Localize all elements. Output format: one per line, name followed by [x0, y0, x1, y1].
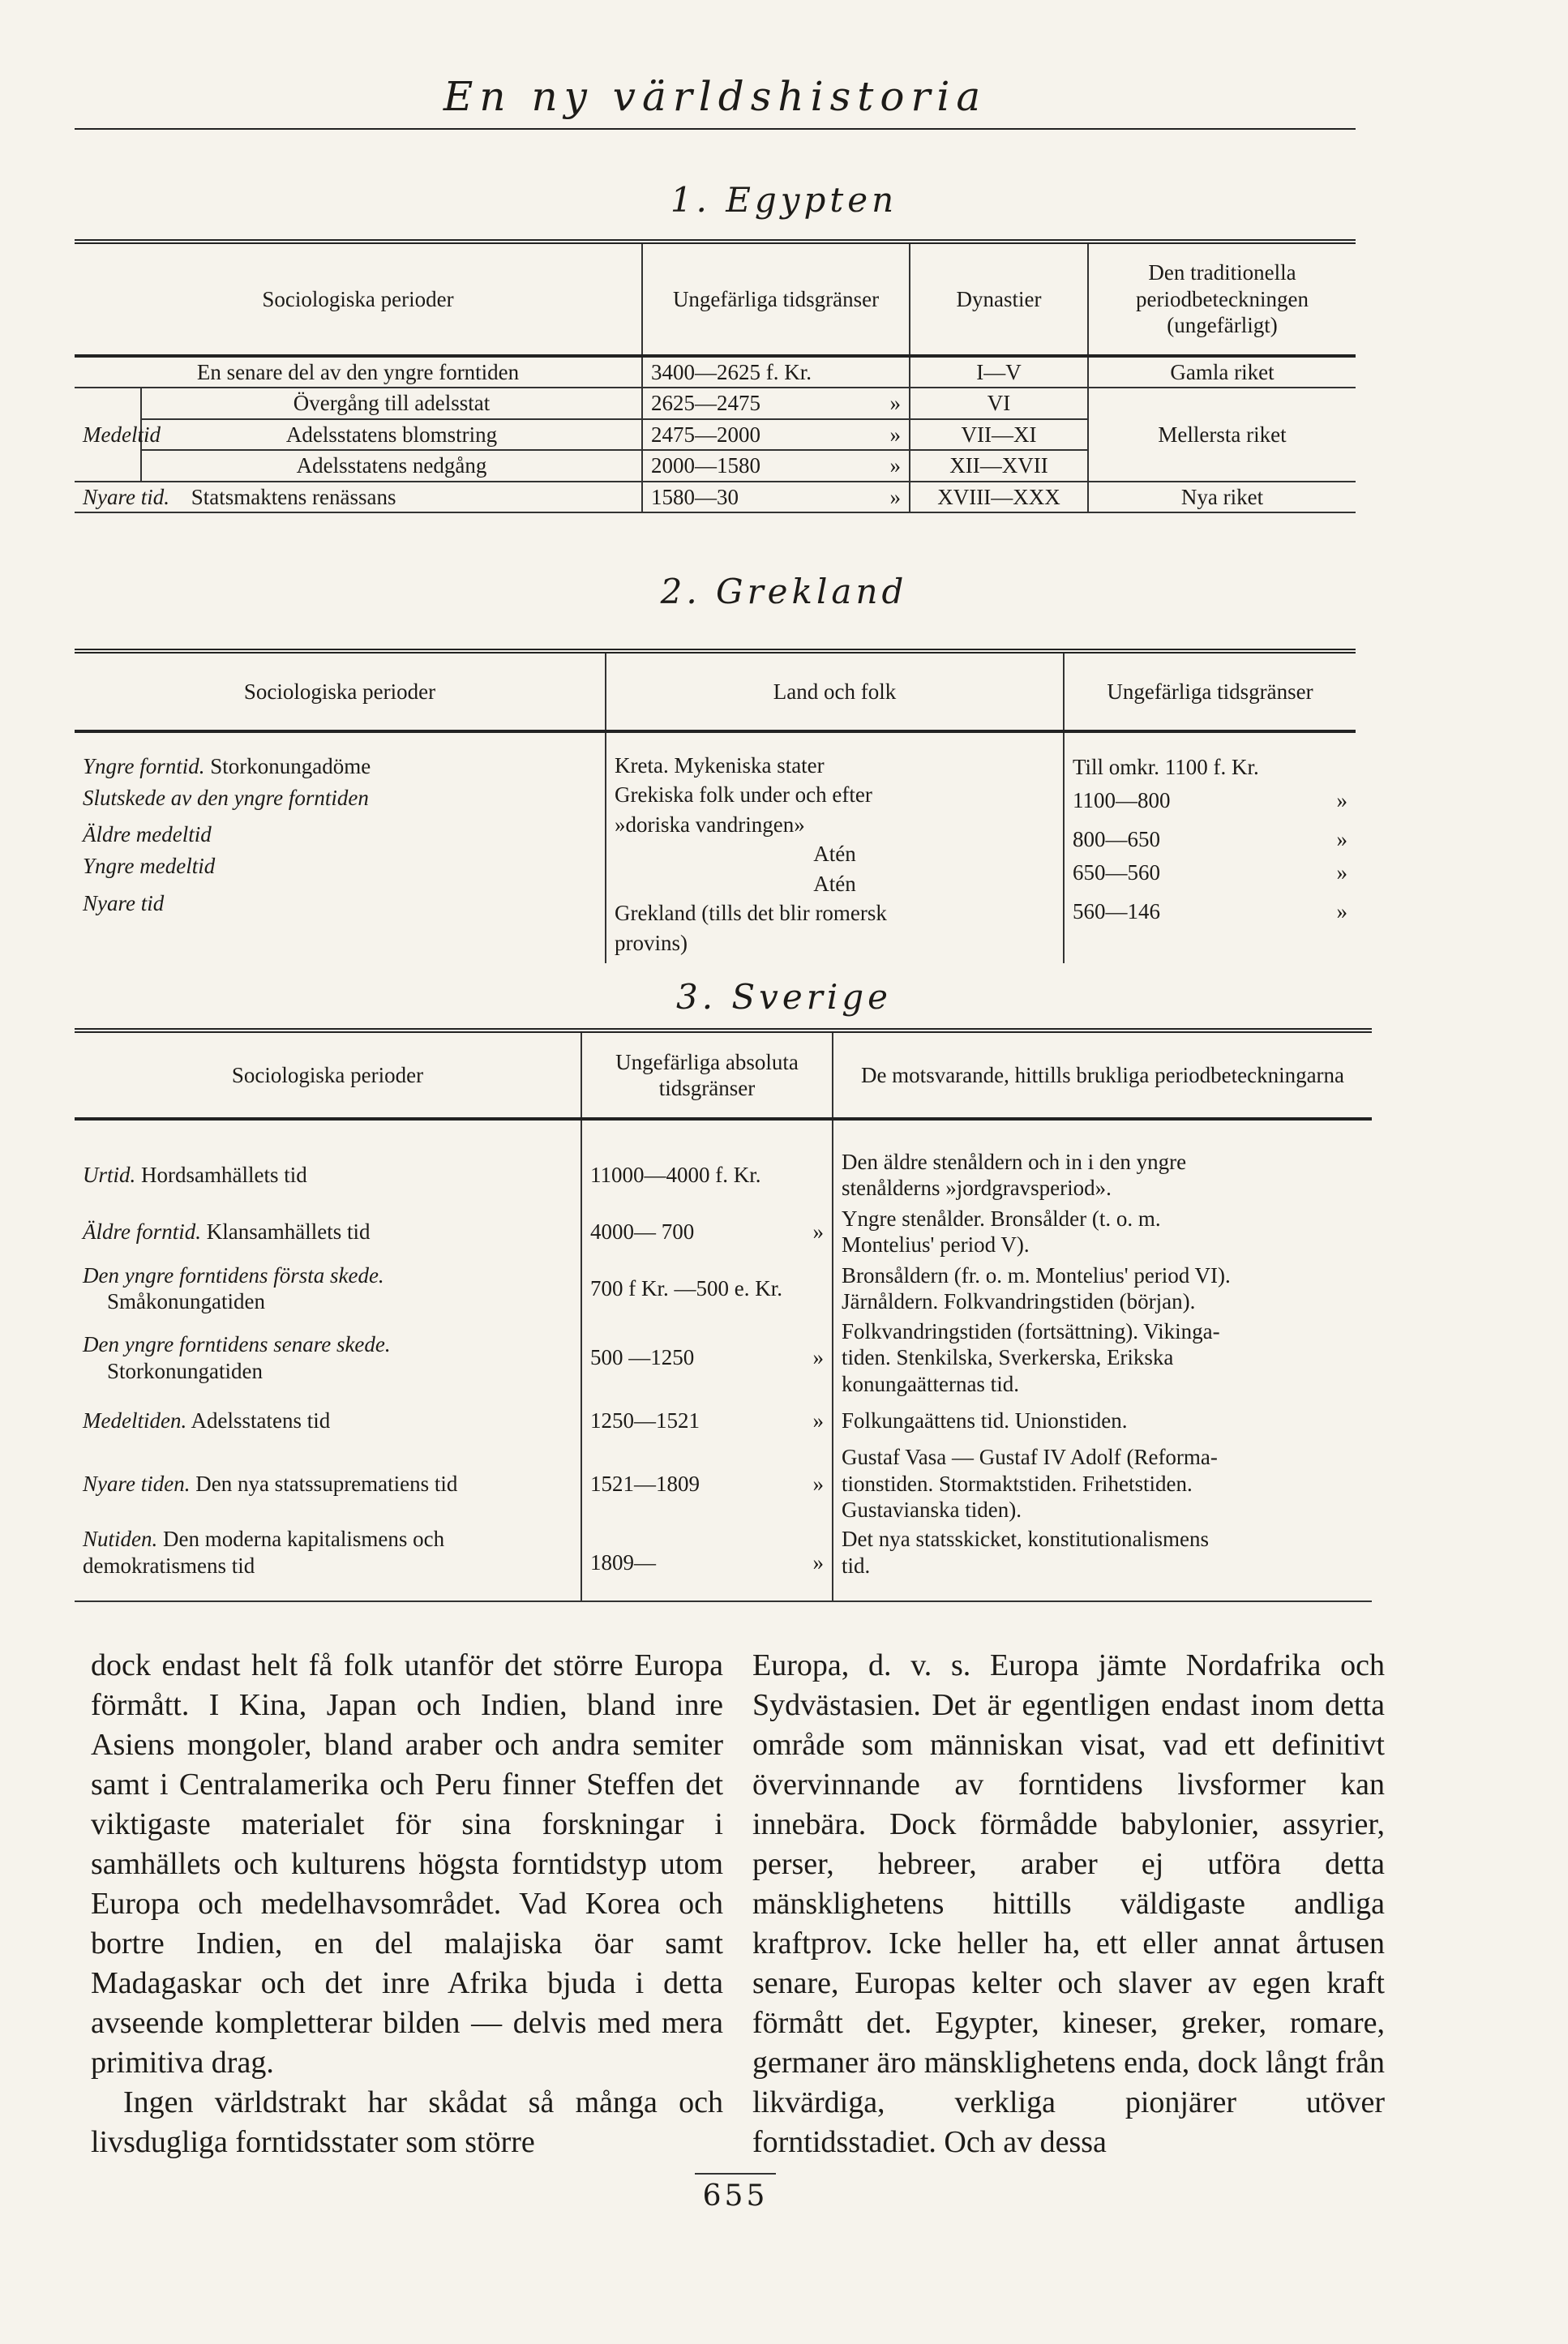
- body-paragraph: dock endast helt få folk utanför det större Europa förmått. I Kina, Japan och Indien, bland inre Asiens mongoler, bland araber och andra semiter samt i Centralamerika och Peru finner Steffen det viktigaste materialet för sina forskningar i samhällets och kulturens högsta forntidstyp utom Europa och medelhavsområdet. Vad Korea och bortre Indien, en del malajiska öar samt Madagaskar och det inre Afrika bjuda i detta avseende kompletterar bilden — delvis med mera primitiva drag.: [91, 1648, 723, 2080]
- greece-land-item: »doriska vandringen»: [615, 812, 805, 837]
- body-paragraph: Europa, d. v. s. Europa jämte Nordafrika och Sydvästasien. Det är egentligen endast inom detta område som människan visat, vad ett definitivt övervinnande av forntidens livsformer kan innebära. Dock förmådde babylonier, assyrier, perser, hebreer, araber ej utföra detta mänsklighetens hittills väldigaste andliga kraftprov. Icke heller ha, ett eller annat årtusen senare, Europas kelter och slaver av egen kraft förmått det. Egypter, kineser, greker, romare, germaner äro mänsklighetens enda, dock långt från likvärdiga, verkliga pionjärer utöver forntidsstadiet. Och av dessa: [752, 1648, 1385, 2159]
- egypt-row-dynasty: VII—XI: [910, 419, 1088, 450]
- sweden-header-periods: Sociologiska perioder: [75, 1031, 581, 1119]
- egypt-header-time: Ungefärliga tidsgränser: [642, 242, 910, 356]
- ditto-mark: »: [889, 422, 902, 447]
- sweden-row: [75, 1146, 1372, 1203]
- sweden-name-line: Järnåldern. Folkvandringstiden (början).: [842, 1289, 1196, 1313]
- ditto-mark: »: [889, 453, 902, 478]
- egypt-row-traditional: Gamla riket: [1170, 360, 1275, 384]
- sweden-name-line: Gustavianska tiden).: [842, 1497, 1022, 1522]
- sweden-period-text: Småkonungatiden: [107, 1289, 265, 1313]
- egypt-row-time: 1580—30: [651, 484, 739, 509]
- sweden-name-line: Folkungaättens tid. Unionstiden.: [842, 1408, 1128, 1433]
- ditto-mark: »: [1336, 899, 1347, 923]
- sweden-name-line: tionstiden. Stormaktstiden. Frihetstiden.: [842, 1471, 1193, 1496]
- greece-period-text: Storkonungadöme: [210, 754, 371, 778]
- greece-table: [75, 649, 1356, 963]
- sweden-period-text: Den nya statssuprematiens tid: [195, 1471, 458, 1496]
- egypt-header-periods: Sociologiska perioder: [75, 242, 642, 356]
- ditto-mark: »: [812, 1550, 824, 1575]
- greece-time: 800—650: [1073, 827, 1160, 851]
- greece-header-time: Ungefärliga tidsgränser: [1107, 679, 1313, 704]
- sweden-period-text: Den moderna kapitalismens och demokratismens tid: [83, 1527, 445, 1578]
- greece-land-item: Atén: [813, 871, 856, 896]
- egypt-row-time: 2475—2000: [651, 422, 761, 447]
- egypt-medeltid-label: Medeltid: [75, 388, 141, 481]
- sweden-table: [75, 1028, 1372, 1602]
- sweden-header-time: Ungefärliga absoluta tidsgränser: [581, 1031, 833, 1119]
- ditto-mark: »: [812, 1408, 824, 1433]
- sweden-name-line: Folkvandringstiden (fortsättning). Vikinga-: [842, 1319, 1220, 1343]
- egypt-table: [75, 239, 1356, 513]
- sweden-period-text: Klansamhällets tid: [206, 1219, 371, 1244]
- egypt-row-period: Statsmaktens renässans: [191, 484, 396, 509]
- sweden-name-line: tiden. Stenkilska, Sverkerska, Erikska: [842, 1345, 1174, 1370]
- greece-time: Till omkr. 1100 f. Kr.: [1073, 755, 1259, 779]
- egypt-row-period: Adelsstatens blomstring: [141, 419, 642, 450]
- ditto-mark: »: [889, 391, 902, 416]
- sweden-name-line: stenålderns »jordgravsperiod».: [842, 1176, 1112, 1200]
- sweden-name-line: Bronsåldern (fr. o. m. Montelius' period VI).: [842, 1262, 1231, 1288]
- greece-land-item: Atén: [813, 842, 856, 867]
- ditto-mark: »: [812, 1471, 824, 1496]
- ditto-mark: »: [1336, 787, 1347, 812]
- sweden-period-text: Hordsamhällets tid: [141, 1162, 307, 1187]
- sweden-time: 1521—1809: [590, 1471, 700, 1496]
- sweden-row: [75, 1260, 1372, 1317]
- egypt-row-time: 3400—2625 f. Kr.: [642, 356, 910, 388]
- egypt-mellersta-riket: Mellersta riket: [1088, 388, 1356, 481]
- sweden-row: [75, 1203, 1372, 1260]
- sweden-name-line: konungaätternas tid.: [842, 1371, 1019, 1396]
- greece-land-item: Grekiska folk under och efter: [615, 782, 872, 808]
- egypt-row-dynasty: XVIII—XXX: [910, 482, 1088, 512]
- sweden-time: 500 —1250: [590, 1345, 695, 1370]
- sweden-time: 11000—4000 f. Kr.: [581, 1146, 833, 1203]
- sweden-name-line: Gustaf Vasa — Gustaf IV Adolf (Reforma-: [842, 1445, 1218, 1470]
- egypt-title: 1. Egypten: [670, 180, 898, 220]
- greece-period-label: Äldre medeltid: [83, 822, 212, 847]
- ditto-mark: »: [889, 484, 902, 509]
- sweden-period-label: Den yngre forntidens första skede.: [83, 1262, 384, 1288]
- sweden-period-label: Nutiden.: [83, 1527, 158, 1552]
- sweden-time: 700 f Kr. —500 e. Kr.: [581, 1260, 833, 1317]
- sweden-period-label: Den yngre forntidens senare skede.: [83, 1332, 391, 1357]
- ditto-mark: »: [812, 1219, 824, 1244]
- sweden-row: [75, 1442, 1372, 1524]
- greece-time: 560—146: [1073, 899, 1160, 923]
- greece-land-item: Kreta. Mykeniska stater: [615, 753, 825, 778]
- egypt-row-dynasty: XII—XVII: [910, 450, 1088, 481]
- greece-period-label: Yngre medeltid: [83, 854, 216, 879]
- running-head: En ny världshistoria: [75, 73, 1356, 130]
- sweden-row: [75, 1524, 1372, 1601]
- ditto-mark: »: [812, 1345, 824, 1370]
- sweden-row: [75, 1399, 1372, 1442]
- sweden-name-line: Montelius' period V).: [842, 1232, 1030, 1257]
- sweden-name-line: Den äldre stenåldern och in i den yngre: [842, 1149, 1187, 1174]
- sweden-name-line: Yngre stenålder. Bronsålder (t. o. m.: [842, 1206, 1161, 1231]
- sweden-time: 1809—: [590, 1550, 656, 1575]
- egypt-header-dynasties: Dynastier: [910, 242, 1088, 356]
- greece-header-periods: Sociologiska perioder: [75, 651, 606, 731]
- sweden-period-label: Nyare tiden.: [83, 1471, 191, 1496]
- sweden-period-label: Medeltiden.: [83, 1408, 187, 1433]
- greece-period-label: Slutskede av den yngre forntiden: [83, 786, 369, 811]
- greece-land-item: provins): [615, 930, 688, 955]
- sweden-period-text: Adelsstatens tid: [191, 1408, 331, 1433]
- greece-title: 2. Grekland: [660, 572, 908, 611]
- greece-land-item: Grekland (tills det blir romersk: [615, 901, 887, 926]
- greece-period-label: Yngre forntid.: [83, 754, 205, 778]
- sweden-period-text: Storkonungatiden: [107, 1358, 263, 1383]
- sweden-name-line: Det nya statsskicket, konstitutionalismens: [842, 1527, 1209, 1552]
- ditto-mark: »: [1336, 859, 1347, 885]
- sweden-title: 3. Sverige: [675, 977, 893, 1017]
- egypt-row-time: 2000—1580: [651, 453, 761, 478]
- page-number: 655: [695, 2173, 776, 2213]
- greece-time: 1100—800: [1073, 787, 1171, 812]
- sweden-header-names: De motsvarande, hittills brukliga periodbeteckningarna: [860, 1062, 1345, 1087]
- sweden-period-label: Äldre forntid.: [83, 1219, 201, 1244]
- sweden-time: 1250—1521: [590, 1408, 700, 1433]
- egypt-row-dynasty: VI: [910, 388, 1088, 418]
- greece-period-label: Nyare tid: [83, 890, 165, 915]
- egypt-row-time: 2625—2475: [651, 391, 761, 416]
- ditto-mark: »: [1336, 827, 1347, 851]
- sweden-time: 4000— 700: [590, 1219, 695, 1244]
- egypt-row-dynasty: I—V: [910, 356, 1088, 388]
- egypt-nyare-label: Nyare tid.: [83, 484, 169, 509]
- sweden-name-line: tid.: [842, 1553, 871, 1578]
- sweden-row: [75, 1317, 1372, 1399]
- sweden-period-label: Urtid.: [83, 1162, 136, 1187]
- greece-header-land: Land och folk: [606, 651, 1064, 731]
- egypt-row-traditional: Nya riket: [1180, 484, 1264, 509]
- egypt-row-period: Adelsstatens nedgång: [141, 450, 642, 481]
- egypt-header-traditional: Den traditionella periodbeteckningen (ungefärligt): [1136, 260, 1309, 338]
- greece-time: 650—560: [1073, 859, 1160, 885]
- egypt-row-period: En senare del av den yngre forntiden: [75, 356, 642, 388]
- body-paragraph: Ingen världstrakt har skådat så många och livsdugliga forntidsstater som större: [91, 2085, 723, 2159]
- egypt-row-period: Övergång till adelsstat: [141, 388, 642, 418]
- body-column-right: [752, 1646, 1385, 2162]
- body-column-left: [91, 1646, 723, 2162]
